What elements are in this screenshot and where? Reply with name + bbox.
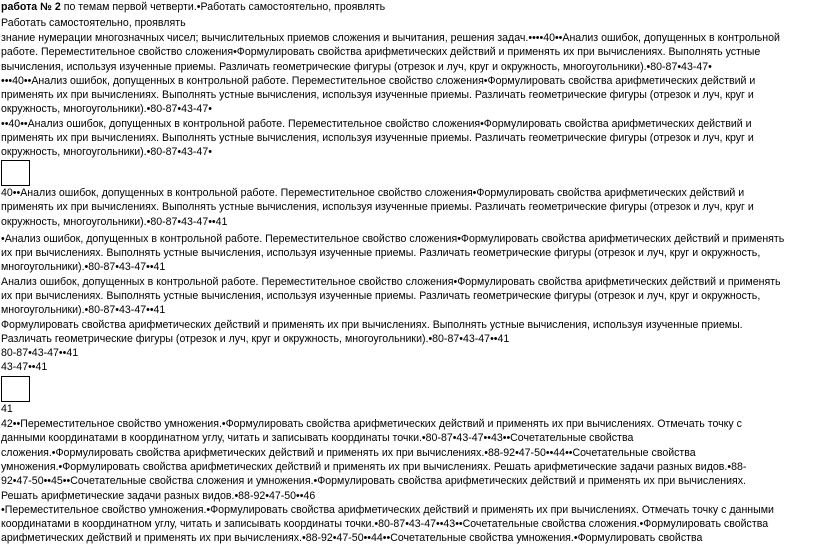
text-line: 92•47-50••45••Сочетательные свойства сложения и умножения.•Формулировать свойства арифметических действий и применять их при вычислениях. [1, 475, 746, 487]
text-line: их при вычислениях. Выполнять устные вычисления, используя изученные приемы. Различать геометрические фигуры (отрезок и луч, круг и окружность, [1, 247, 761, 259]
text-line: •Переместительное свойство умножения.•Формулировать свойства арифметических действий и применять их при вычислениях. Отмечать точку с данными [1, 504, 774, 516]
text-line: •••40••Анализ ошибок, допущенных в контрольной работе. Переместительное свойство сложения•Формулировать свойства арифметических действий и [1, 75, 756, 87]
text-line: данными координатами в координатном углу, читать и записывать координаты точки.•80-87•43-47••43••Сочетательные свойства [1, 432, 634, 444]
text-line: их при вычислениях. Выполнять устные вычисления, используя изученные приемы. Различать геометрические фигуры (отрезок и луч, круг и окружность, [1, 290, 761, 302]
text-line: Решать арифметические задачи разных видов.•88-92•47-50••46 [1, 490, 316, 502]
text-line: окружность, многоугольники).•80-87•43-47• [1, 146, 212, 158]
text-line: 40••Анализ ошибок, допущенных в контрольной работе. Переместительное свойство сложения•Формулировать свойства арифметических действий и [1, 187, 745, 199]
text-line: сложения.•Формулировать свойства арифметических действий и применять их при вычислениях.•88-92•47-50••44••Сочетательные свойства [1, 447, 696, 459]
text-line: многоугольники).•80-87•43-47••41 [1, 304, 166, 316]
text-line: Формулировать свойства арифметических действий и применять их при вычислениях. Выполнять устные вычисления, используя изученные приемы. [1, 319, 743, 331]
text-line: применять их при вычислениях. Выполнять устные вычисления, используя изученные приемы. Различать геометрические фигуры (отрезок и луч, круг и [1, 132, 754, 144]
empty-table-cell [1, 160, 30, 186]
text-line: применять их при вычислениях. Выполнять устные вычисления, используя изученные приемы. Различать геометрические фигуры (отрезок и луч, круг и [1, 89, 754, 101]
text-line: применять их при вычислениях. Выполнять устные вычисления, используя изученные приемы. Различать геометрические фигуры (отрезок и луч, круг и [1, 201, 754, 213]
text-line: арифметических действий и применять их при вычислениях.•88-92•47-50••44••Сочетательные свойства умножения.•Формулировать свойства [1, 532, 703, 544]
text-line: 42••Переместительное свойство умножения.•Формулировать свойства арифметических действий и применять их при вычислениях. Отмечать точку с [1, 418, 742, 430]
text-line: знание нумерации многозначных чисел; вычислительных приемов сложения и вычитания, решения задач.••••40••Анализ ошибок, допущенных в контрольной [1, 32, 780, 44]
text-line: работе. Переместительное свойство сложения•Формулировать свойства арифметических действий и применять их при вычислениях. Выполнять устные [1, 46, 761, 58]
heading-bold: работа № 2 [1, 1, 61, 13]
text-line: Анализ ошибок, допущенных в контрольной работе. Переместительное свойство сложения•Формулировать свойства арифметических действий и применять [1, 276, 781, 288]
text-line: умножения.•Формулировать свойства арифметических действий и применять их при вычислениях. Решать арифметические задачи разных видов.•88- [1, 461, 747, 473]
text-line: координатами в координатном углу, читать и записывать координаты точки.•80-87•43-47••43••Сочетательные свойства сложения.•Формулировать свойства [1, 518, 769, 530]
document-heading [1, 0, 385, 14]
empty-table-cell [1, 376, 30, 402]
text-line: вычисления, используя изученные приемы. Различать геометрические фигуры (отрезок и луч, круг и окружность, многоугольники).•80-87•43-47• [1, 61, 712, 73]
text-line: ••40••Анализ ошибок, допущенных в контрольной работе. Переместительное свойство сложения•Формулировать свойства арифметических действий и [1, 118, 752, 130]
text-line: 80-87•43-47••41 [1, 347, 79, 359]
text-line: •Анализ ошибок, допущенных в контрольной работе. Переместительное свойство сложения•Формулировать свойства арифметических действий и применять [1, 233, 785, 245]
text-line: многоугольники).•80-87•43-47••41 [1, 261, 166, 273]
text-line: окружность, многоугольники).•80-87•43-47• [1, 103, 212, 115]
text-line: Различать геометрические фигуры (отрезок и луч, круг и окружность, многоугольники).•80-87•43-47••41 [1, 333, 510, 345]
text-line: 43-47••41 [1, 361, 48, 373]
heading-rest: по темам первой четверти.•Работать самостоятельно, проявлять [60, 1, 386, 13]
text-line: Работать самостоятельно, проявлять [1, 17, 186, 29]
text-line: окружность, многоугольники).•80-87•43-47••41 [1, 216, 228, 228]
text-line: 41 [1, 403, 13, 415]
